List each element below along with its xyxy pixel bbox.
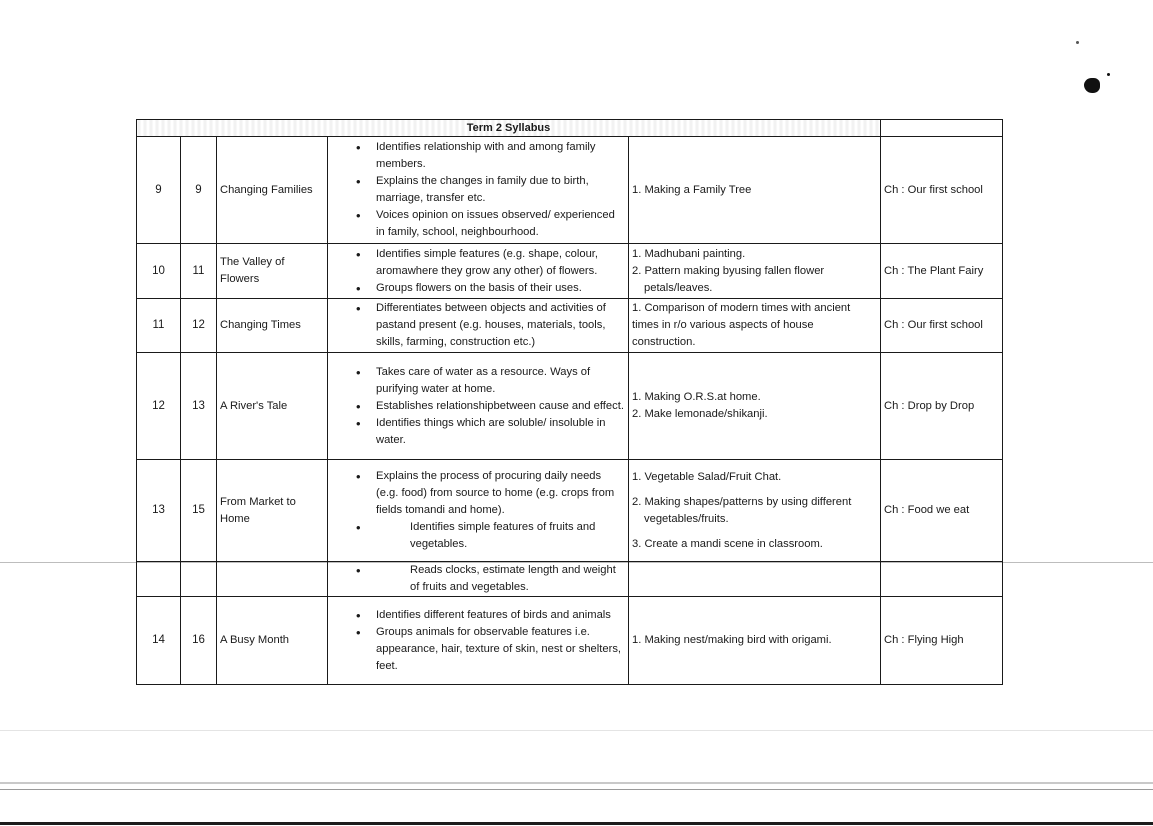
lesson-title: A River's Tale: [217, 353, 328, 460]
ink-speck: [1107, 73, 1110, 76]
empty-cell: [137, 562, 181, 597]
activity-item: 1. Making a Family Tree: [632, 183, 752, 196]
book-chapter: Ch : Food we eat: [881, 460, 1003, 562]
outcome-item: • Establishes relationshipbetween cause and effect.: [376, 398, 625, 415]
activity-spacer: [632, 528, 877, 536]
empty-cell: [181, 562, 217, 597]
serial-number: 13: [137, 460, 181, 562]
lesson-number: 15: [181, 460, 217, 562]
outcome-item: • Reads clocks, estimate length and weight of fruits and vegetables.: [376, 562, 625, 596]
table-row: [137, 244, 1003, 299]
activity-item: 2. Making shapes/patterns by using different: [632, 495, 852, 508]
serial-number: 12: [137, 353, 181, 460]
outcome-item: • Identifies simple features (e.g. shape, colour, aromawhere they grow any other) of flowers.: [376, 246, 625, 280]
ink-blot: [1084, 78, 1100, 93]
activities: [629, 460, 881, 562]
header-empty-cell: [881, 120, 1003, 137]
activities: [629, 353, 881, 460]
lesson-title: Changing Times: [217, 299, 328, 353]
empty-cell: [629, 562, 881, 597]
outcome-item: • Identifies simple features of fruits and vegetables.: [376, 519, 625, 553]
empty-cell: [881, 562, 1003, 597]
scan-line: [0, 782, 1153, 784]
activity-item: 1. Making O.R.S.at home.: [632, 391, 761, 403]
lesson-title: From Market to Home: [217, 460, 328, 562]
outcome-item: • Differentiates between objects and activities of pastand present (e.g. houses, materials, tools, skills, farming, construction etc.): [376, 300, 625, 351]
learning-outcomes: [328, 244, 629, 299]
activity-item: petals/leaves.: [644, 281, 713, 294]
ink-speck: [1076, 41, 1079, 44]
lesson-number: 11: [181, 244, 217, 299]
activities: [629, 137, 881, 244]
activity-item: times in r/o various aspects of house: [632, 319, 814, 331]
activity-item: construction.: [632, 336, 696, 348]
activity-item: 2. Pattern making byusing fallen flower: [632, 264, 825, 277]
book-chapter: Ch : Drop by Drop: [881, 353, 1003, 460]
lesson-title: Changing Families: [217, 137, 328, 244]
lesson-title: A Busy Month: [217, 597, 328, 685]
learning-outcomes: [328, 460, 629, 562]
activity-item: 1. Making nest/making bird with origami.: [632, 634, 832, 646]
activities: [629, 597, 881, 685]
serial-number: 14: [137, 597, 181, 685]
empty-cell: [217, 562, 328, 597]
activity-item: 3. Create a mandi scene in classroom.: [632, 537, 823, 550]
serial-number: 11: [137, 299, 181, 353]
activity-item: 1. Vegetable Salad/Fruit Chat.: [632, 470, 782, 483]
syllabus-table: [136, 119, 1003, 685]
table-row: [137, 597, 1003, 685]
scan-line: [0, 822, 1153, 825]
outcome-item: • Voices opinion on issues observed/ experienced in family, school, neighbourhood.: [376, 207, 625, 241]
table-row: [137, 460, 1003, 562]
serial-number: 9: [137, 137, 181, 244]
lesson-title: The Valley of Flowers: [217, 244, 328, 299]
scan-line: [0, 789, 1153, 790]
book-chapter: Ch : Our first school: [881, 137, 1003, 244]
activities: [629, 299, 881, 353]
activity-item: 1. Comparison of modern times with ancient: [632, 302, 851, 314]
book-chapter: Ch : Flying High: [881, 597, 1003, 685]
outcome-item: • Takes care of water as a resource. Ways of purifying water at home.: [376, 364, 625, 398]
outcome-item: • Identifies things which are soluble/ insoluble in water.: [376, 415, 625, 449]
outcome-item: • Explains the changes in family due to birth, marriage, transfer etc.: [376, 173, 625, 207]
learning-outcomes: [328, 562, 629, 597]
lesson-number: 13: [181, 353, 217, 460]
lesson-number: 12: [181, 299, 217, 353]
learning-outcomes: [328, 137, 629, 244]
table-title: Term 2 Syllabus: [137, 120, 881, 137]
activities: [629, 244, 881, 299]
outcome-item: • Groups animals for observable features i.e. appearance, hair, texture of skin, nest or shelters, feet.: [376, 624, 625, 675]
learning-outcomes: [328, 353, 629, 460]
table-row: [137, 353, 1003, 460]
activity-item: 2. Make lemonade/shikanji.: [632, 408, 768, 420]
header-row: [137, 120, 1003, 137]
outcome-item: • Identifies different features of birds and animals: [376, 607, 625, 624]
lesson-number: 9: [181, 137, 217, 244]
table-row: [137, 299, 1003, 353]
table-row: [137, 137, 1003, 244]
learning-outcomes: [328, 299, 629, 353]
activity-item: 1. Madhubani painting.: [632, 247, 746, 260]
lesson-number: 16: [181, 597, 217, 685]
book-chapter: Ch : Our first school: [881, 299, 1003, 353]
activity-item: vegetables/fruits.: [644, 512, 729, 525]
book-chapter: Ch : The Plant Fairy: [881, 244, 1003, 299]
serial-number: 10: [137, 244, 181, 299]
outcome-item: • Groups flowers on the basis of their uses.: [376, 280, 625, 297]
outcome-item: • Identifies relationship with and among family members.: [376, 139, 625, 173]
scan-line: [0, 730, 1153, 731]
outcome-item: • Explains the process of procuring daily needs (e.g. food) from source to home (e.g. crops from fields tomandi and home).: [376, 468, 625, 519]
learning-outcomes: [328, 597, 629, 685]
activity-spacer: [632, 486, 877, 494]
table-row: [137, 562, 1003, 597]
